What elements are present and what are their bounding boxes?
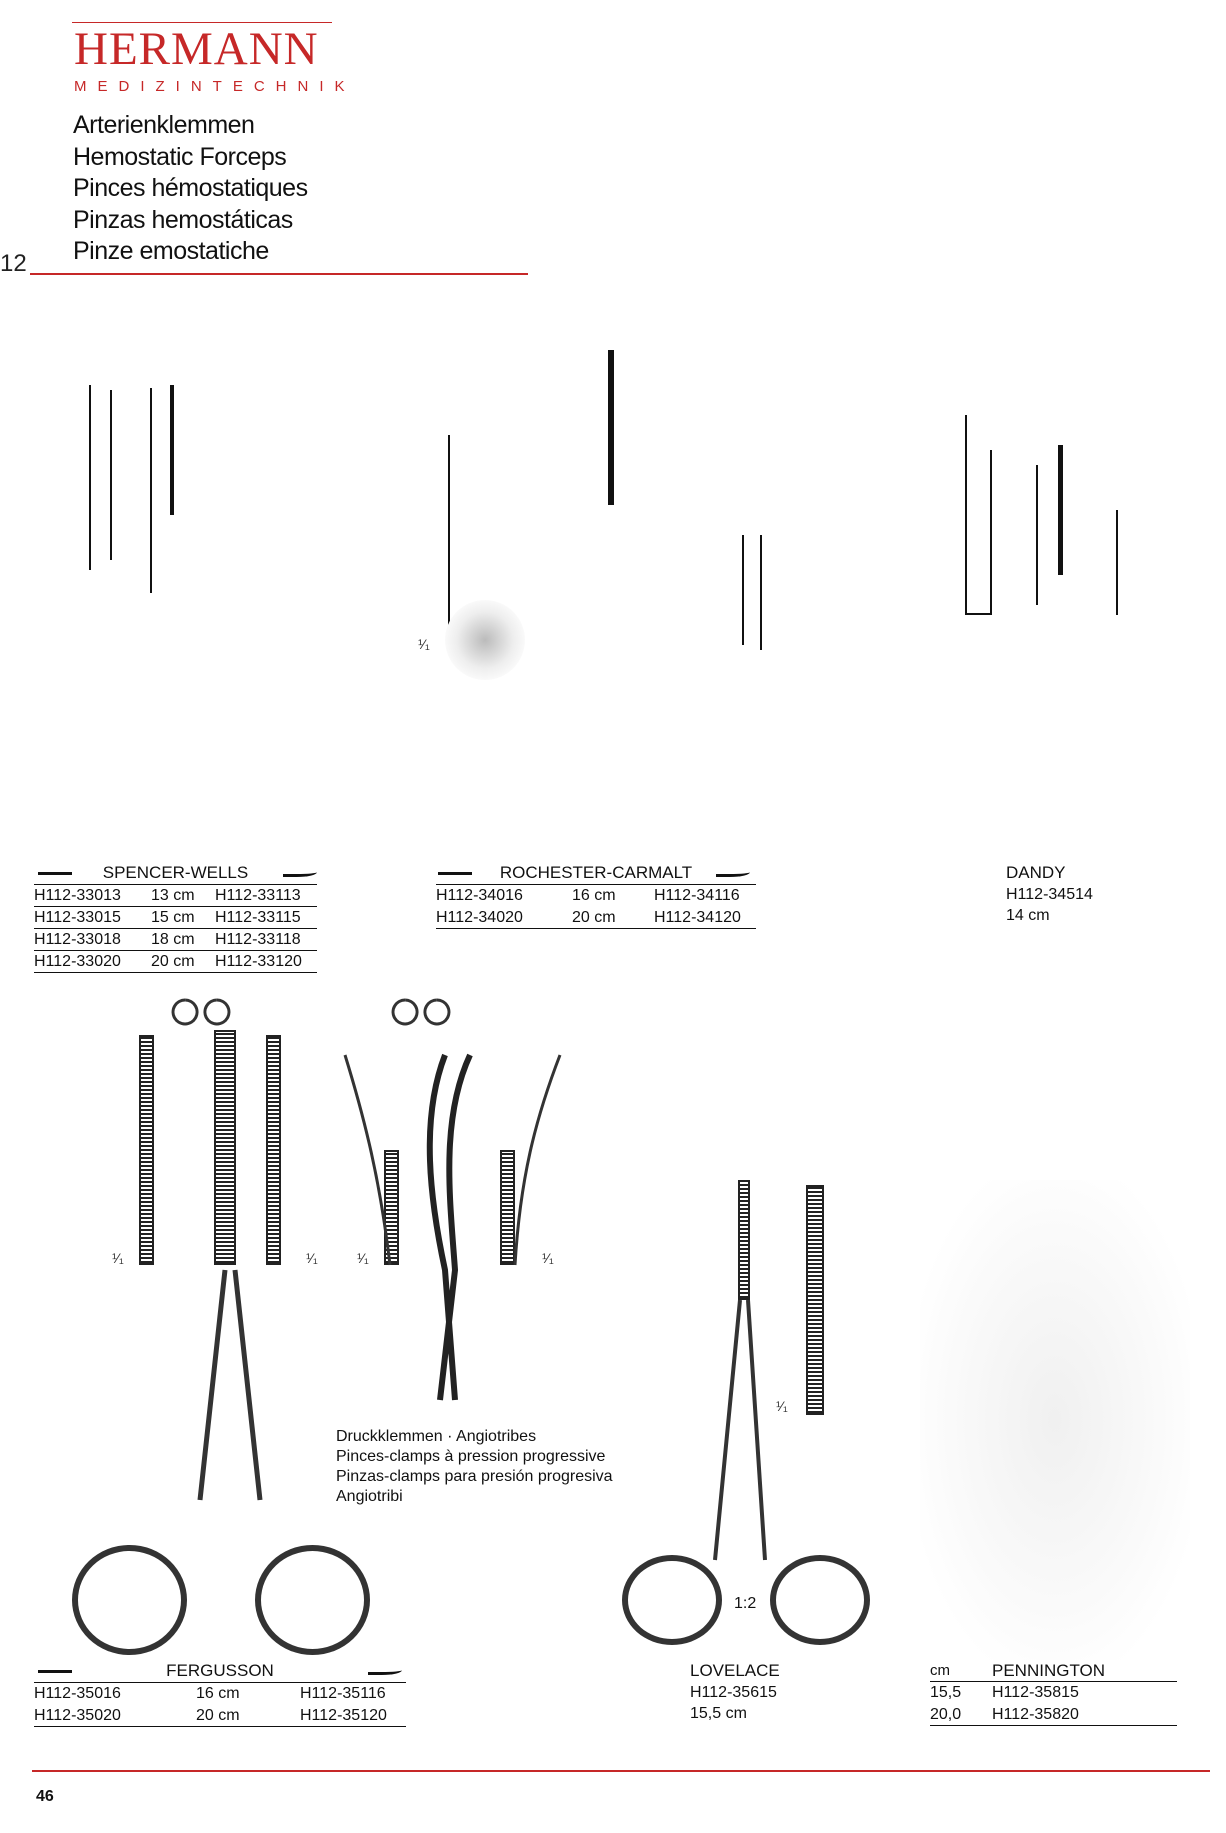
table-row: H112-35016 16 cm H112-35116 bbox=[34, 1685, 386, 1702]
section-number: 12 bbox=[0, 250, 27, 277]
scale-label: ¹⁄₁ bbox=[776, 1398, 788, 1414]
title-fr: Pinces hémostatiques bbox=[73, 174, 308, 202]
lovelace-size: 15,5 cm bbox=[690, 1705, 747, 1722]
spencer-wells-title: SPENCER-WELLS bbox=[102, 863, 249, 882]
forceps-ring bbox=[770, 1555, 870, 1645]
table-row: 15,5 H112-35815 bbox=[930, 1684, 1079, 1701]
scale-label: ¹⁄₁ bbox=[306, 1250, 318, 1266]
dandy-code: H112-34514 bbox=[1006, 886, 1093, 903]
title-de: Arterienklemmen bbox=[73, 111, 255, 139]
ratio-label: 1:2 bbox=[734, 1595, 757, 1612]
pennington-shadow bbox=[920, 1180, 1190, 1660]
forceps-ring bbox=[622, 1555, 722, 1645]
curved-icon bbox=[368, 1667, 402, 1675]
table-row: H112-33020 20 cm H112-33120 bbox=[34, 951, 317, 973]
table-row: H112-33013 13 cm H112-33113 bbox=[34, 885, 317, 907]
rochester-carmalt-title: ROCHESTER-CARMALT bbox=[499, 863, 693, 882]
brand-name: HERMANN bbox=[74, 23, 319, 75]
table-row: H112-34016 16 cm H112-34116 bbox=[436, 887, 740, 904]
angiotribes-note: Druckklemmen · Angiotribes Pinces-clamps à pression progressive Pinzas-clamps para presión progresiva Angiotribi bbox=[336, 1428, 613, 1505]
lovelace-code: H112-35615 bbox=[690, 1684, 777, 1701]
title-it: Pinze emostatiche bbox=[73, 237, 269, 265]
title-es: Pinzas hemostáticas bbox=[73, 205, 293, 234]
dandy-size: 14 cm bbox=[1006, 907, 1050, 924]
pennington-block bbox=[930, 1660, 1177, 1726]
scale-label: ¹⁄₁ bbox=[357, 1250, 369, 1266]
straight-icon bbox=[38, 1670, 72, 1673]
title-en: Hemostatic Forceps bbox=[73, 142, 287, 171]
scale-label: ¹⁄₁ bbox=[112, 1250, 124, 1266]
forceps-ring bbox=[72, 1545, 187, 1655]
table-row: H112-34020 20 cm H112-34120 bbox=[436, 907, 756, 929]
table-header: cm PENNINGTON bbox=[930, 1660, 1177, 1682]
table-row: H112-33018 18 cm H112-33118 bbox=[34, 929, 317, 951]
lovelace-title: LOVELACE bbox=[690, 1661, 780, 1680]
forceps-ring bbox=[255, 1545, 370, 1655]
page-number: 46 bbox=[36, 1788, 54, 1805]
table-row: H112-35020 20 cm H112-35120 bbox=[34, 1705, 406, 1727]
table-row: H112-33015 15 cm H112-33115 bbox=[34, 907, 317, 929]
scale-label-top: ¹⁄₁ bbox=[418, 636, 430, 652]
dandy-title: DANDY bbox=[1006, 863, 1066, 882]
table-row: 20,0 H112-35820 bbox=[930, 1704, 1177, 1726]
brand-tagline: MEDIZINTECHNIK bbox=[74, 78, 356, 95]
pennington-title: PENNINGTON bbox=[992, 1661, 1106, 1680]
fergusson-block bbox=[34, 1660, 406, 1727]
scale-label: ¹⁄₁ bbox=[542, 1250, 554, 1266]
fergusson-title: FERGUSSON bbox=[166, 1661, 274, 1680]
footer-rule bbox=[32, 1770, 1210, 1772]
lovelace-block bbox=[690, 1660, 780, 1724]
